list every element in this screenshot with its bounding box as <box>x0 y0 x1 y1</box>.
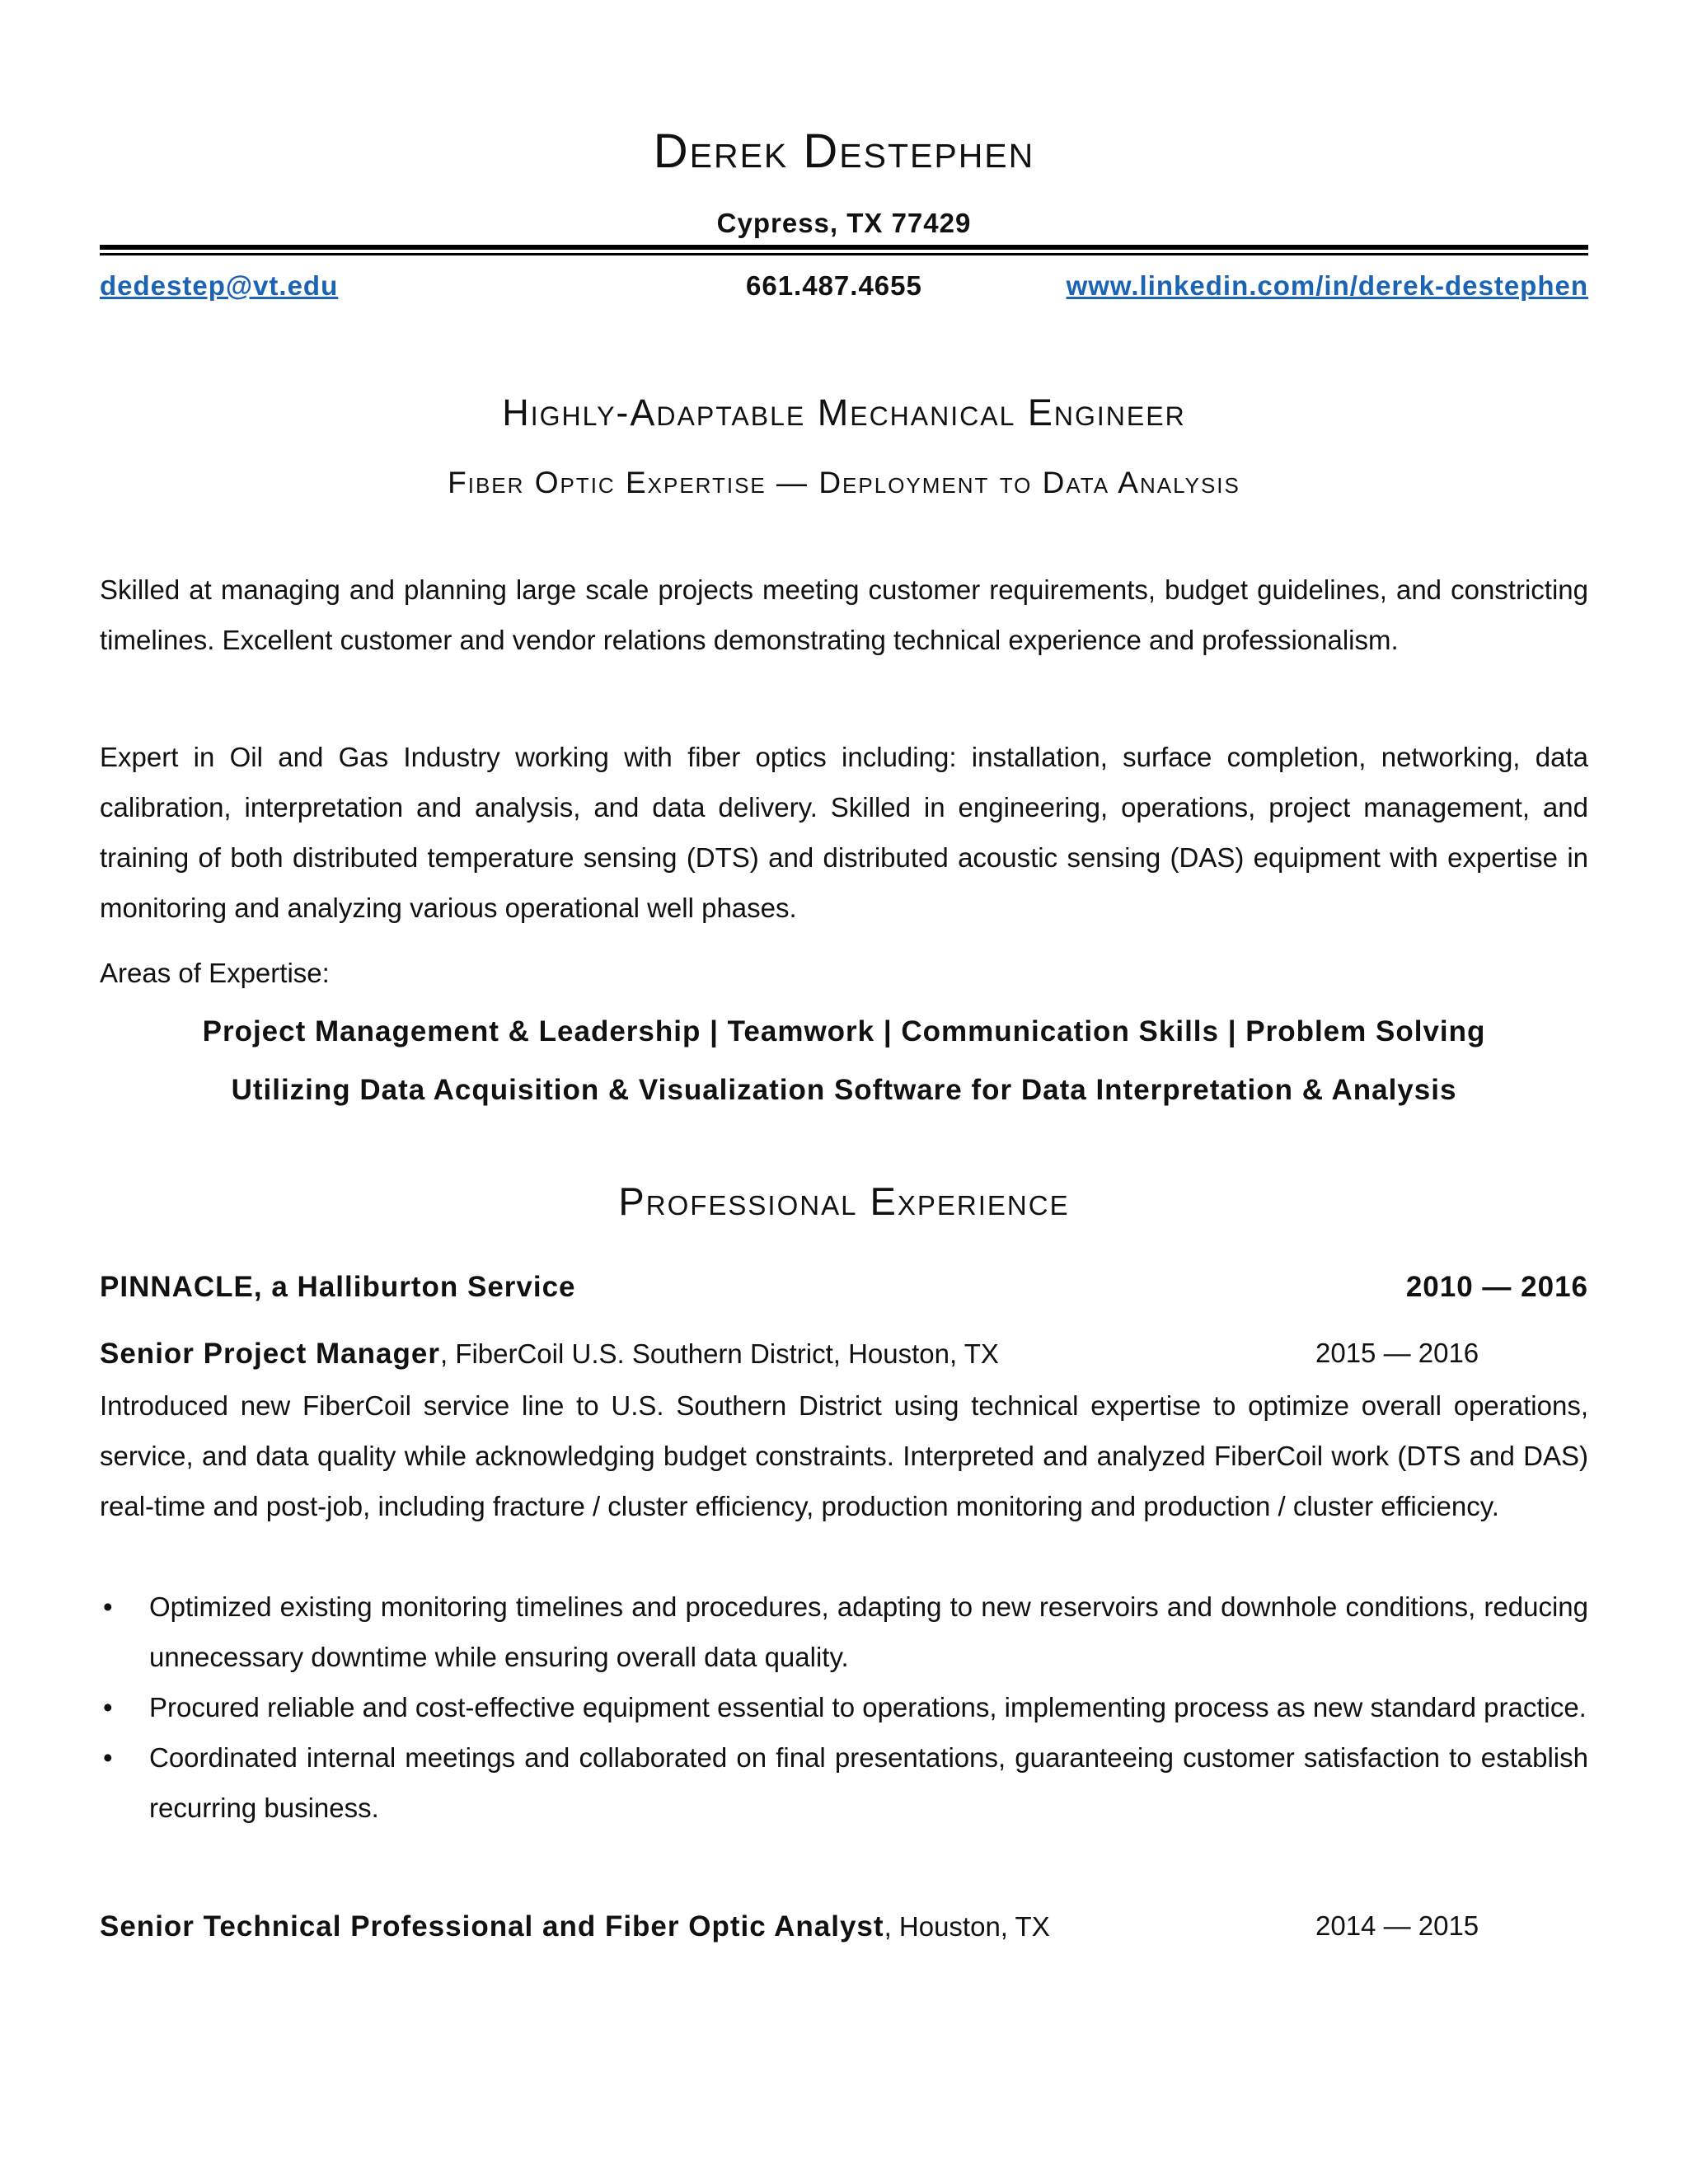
bullet-text: Optimized existing monitoring timelines and procedures, adapting to new reservoirs and downhole conditions, reducing unnecessary downtime while ensuring overall data quality. <box>149 1591 1588 1672</box>
bullet-text: Procured reliable and cost-effective equipment essential to operations, implementing process as new standard practice. <box>149 1692 1587 1722</box>
section-title-experience: Professional Experience <box>618 1179 1070 1223</box>
role-location: , Houston, TX <box>884 1911 1050 1942</box>
bullet-icon: • <box>103 1742 113 1773</box>
phone-number: 661.487.4655 <box>746 270 922 301</box>
contact-row <box>100 270 1588 307</box>
list-item <box>100 1682 1588 1732</box>
email-link[interactable]: dedestep@vt.edu <box>100 270 339 301</box>
role-bullet-list <box>100 1582 1588 1833</box>
company-suffix: , a Halliburton Service <box>253 1271 576 1303</box>
areas-of-expertise-label: Areas of Expertise: <box>100 958 330 988</box>
skills-line-1: Project Management & Leadership | Teamwork | Communication Skills | Problem Solving <box>202 1015 1486 1047</box>
summary-paragraph-2: Expert in Oil and Gas Industry working with fiber optics including: installation, surface completion, networking, data calibration, interpretation and analysis, and data delivery. Skilled in engineering, operations, project management, and training of both distributed temperature sensing (DTS) and distributed acoustic sensing (DAS) equipment with expertise in monitoring and analyzing various operational well phases. <box>100 742 1588 923</box>
list-item <box>100 1732 1588 1833</box>
company-row <box>100 1271 1588 1304</box>
bullet-icon: • <box>103 1591 113 1622</box>
header-divider-thick <box>100 245 1588 250</box>
address: Cypress, TX 77429 <box>716 208 972 238</box>
role-dates: 2014 — 2015 <box>1315 1910 1479 1941</box>
candidate-name: Derek Destephen <box>653 124 1035 178</box>
headline: Highly-Adaptable Mechanical Engineer <box>502 391 1186 434</box>
role-title: Senior Project Manager <box>100 1338 440 1370</box>
skills-line-2: Utilizing Data Acquisition & Visualization Software for Data Interpretation & Analysis <box>231 1074 1457 1106</box>
role-description: Introduced new FiberCoil service line to U.S. Southern District using technical expertise to optimize overall operations, service, and data quality while acknowledging budget constraints. Interpreted and analyzed FiberCoil work (DTS and DAS) real-time and post-job, including fracture / cluster efficiency, production monitoring and production / cluster efficiency. <box>100 1390 1588 1521</box>
list-item <box>100 1582 1588 1682</box>
role-row <box>100 1910 1588 1943</box>
role-title: Senior Technical Professional and Fiber Optic Analyst <box>100 1910 884 1943</box>
company-name: PINNACLE <box>100 1271 254 1303</box>
bullet-text: Coordinated internal meetings and collaborated on final presentations, guaranteeing customer satisfaction to establish recurring business. <box>149 1742 1588 1823</box>
role-row <box>100 1338 1588 1371</box>
role-location: , FiberCoil U.S. Southern District, Houston, TX <box>439 1338 999 1369</box>
company-dates: 2010 — 2016 <box>1405 1271 1588 1303</box>
linkedin-link[interactable]: www.linkedin.com/in/derek-destephen <box>1066 270 1588 301</box>
subheadline: Fiber Optic Expertise — Deployment to Data Analysis <box>448 466 1240 499</box>
role-dates: 2015 — 2016 <box>1315 1338 1479 1368</box>
bullet-icon: • <box>103 1692 113 1722</box>
header-divider-thin <box>100 253 1588 255</box>
summary-paragraph-1: Skilled at managing and planning large scale projects meeting customer requirements, budget guidelines, and constricting timelines. Excellent customer and vendor relations demonstrating technical experience and professionalism. <box>100 574 1588 655</box>
